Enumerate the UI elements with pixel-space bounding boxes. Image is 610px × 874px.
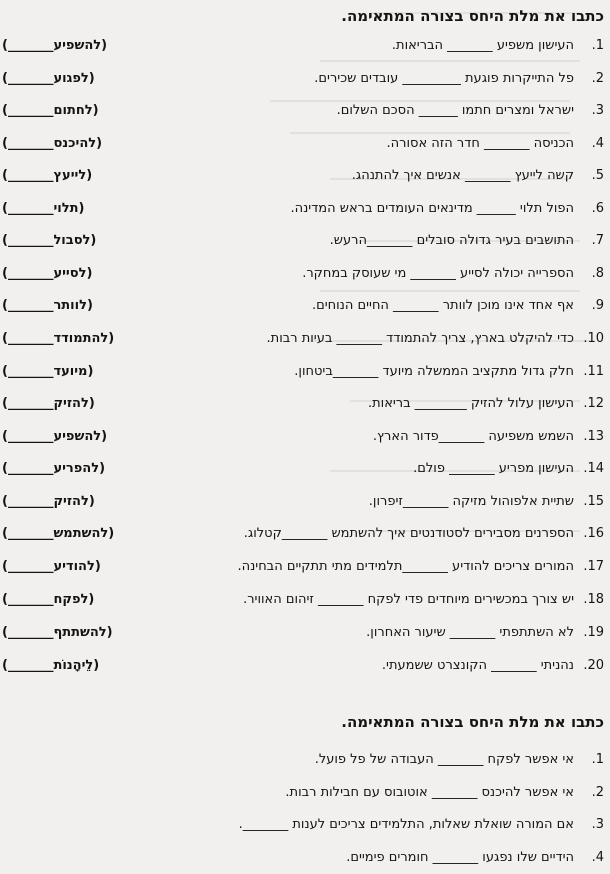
item-hint: (להתמודד_______) [2, 331, 115, 346]
exercise-row [0, 557, 610, 577]
item-sentence: הידיים שלו נפגעו _______ חומרים פימיים. [346, 850, 574, 865]
exercise-row [0, 329, 610, 349]
item-sentence: הספרנים מסבירים לסטודנטים איך להשתמש _______קטלוג. [243, 526, 574, 541]
item-sentence: אם המורה שואלת שאלות, התלמידים צריכים לענות _______. [238, 817, 574, 832]
exercise-row [0, 590, 610, 610]
exercise-row [0, 427, 610, 447]
item-sentence: חלק גדול מתקציב הממשלה מיועד _______ביטחון. [294, 364, 574, 379]
item-number: 4. [591, 850, 604, 865]
exercise-row [0, 459, 610, 479]
item-number: 17. [583, 559, 604, 574]
item-hint: (תלוי_______) [2, 201, 85, 216]
exercise-row [0, 750, 610, 770]
item-number: 3. [591, 103, 604, 118]
item-number: 14. [583, 461, 604, 476]
item-hint: (להיכנס_______) [2, 136, 103, 151]
item-number: 20. [583, 658, 604, 673]
item-hint: (להפריע_______) [2, 461, 106, 476]
item-number: 4. [591, 136, 604, 151]
exercise-row [0, 623, 610, 643]
item-number: 7. [591, 233, 604, 248]
item-number: 19. [583, 625, 604, 640]
item-sentence: העישון עלול להזיק ________ בריאות. [367, 396, 574, 411]
item-hint: (להודיע_______) [2, 559, 101, 574]
exercise-row [0, 36, 610, 56]
item-number: 18. [583, 592, 604, 607]
exercise-row [0, 656, 610, 676]
exercise-row [0, 394, 610, 414]
item-number: 9. [591, 298, 604, 313]
item-sentence: יש צורך במכשירים מיוחדים פדי לפקח _______ זיהום האוויר. [243, 592, 574, 607]
item-sentence: קשה לייעץ _______ אנשים איך להתנהג. [351, 168, 574, 183]
exercise-row [0, 783, 610, 803]
exercise-row [0, 492, 610, 512]
item-sentence: כדי להיקלט בארץ, צריך להתמודד _______ בעיות רבות. [266, 331, 574, 346]
exercise-row [0, 199, 610, 219]
item-number: 1. [591, 752, 604, 767]
item-sentence: אי אפשר לפקח _______ העבודה של פל פועל. [314, 752, 574, 767]
item-number: 15. [583, 494, 604, 509]
item-hint: (להשתמש_______) [2, 526, 115, 541]
item-number: 6. [591, 201, 604, 216]
item-sentence: אי אפשר להיכנס _______ אוטובוס עם חבילות רבות. [285, 785, 574, 800]
item-hint: (לוותר_______) [2, 298, 93, 313]
item-number: 13. [583, 429, 604, 444]
item-sentence: הכניסה _______ חדר הזה אסורה. [386, 136, 574, 151]
exercise-row [0, 101, 610, 121]
section-2-title: כתבו את מלת היחס בצורה המתאימה. [341, 713, 604, 731]
item-hint: (להשפיע_______) [2, 429, 108, 444]
item-hint: (להזיק_______) [2, 494, 95, 509]
exercise-row [0, 264, 610, 284]
item-hint: (להזיק_______) [2, 396, 95, 411]
item-sentence: התושבים בעיר גדולה סובלים _______הרעש. [329, 233, 574, 248]
item-sentence: לא השתתפתי _______ שיעור האחרון. [366, 625, 574, 640]
item-sentence: העישון משפיע _______ הבריאות. [391, 38, 574, 53]
item-sentence: פל התייקרות פוגעת _________ עובדים שכירים. [314, 71, 574, 86]
item-hint: (להשתתף_______) [2, 625, 113, 640]
item-hint: (מיועד_______) [2, 364, 94, 379]
item-hint: (לפקח_______) [2, 592, 95, 607]
item-hint: (לפגוע_______) [2, 71, 95, 86]
item-number: 3. [591, 817, 604, 832]
item-number: 11. [583, 364, 604, 379]
section-1-title: כתבו את מלת היחס בצורה המתאימה. [341, 7, 604, 25]
exercise-row [0, 362, 610, 382]
exercise-row [0, 815, 610, 835]
item-sentence: שתיית אלפוהול מזיקה _______זיפרון. [368, 494, 574, 509]
item-hint: (להשפיע_______) [2, 38, 108, 53]
item-number: 8. [591, 266, 604, 281]
item-hint: (לסייע_______) [2, 266, 93, 281]
exercise-row [0, 524, 610, 544]
item-number: 5. [591, 168, 604, 183]
exercise-row [0, 848, 610, 868]
exercise-row [0, 231, 610, 251]
item-sentence: השמש משפיעה _______פדור הארץ. [372, 429, 574, 444]
item-hint: (לֵיהָנוֹת_______) [2, 658, 100, 673]
exercise-row [0, 134, 610, 154]
item-number: 16. [583, 526, 604, 541]
item-sentence: הפול תלוי ______ מדינאים העומדים בראש המדינה. [290, 201, 574, 216]
item-number: 10. [583, 331, 604, 346]
item-hint: (לסבול_______) [2, 233, 97, 248]
item-number: 2. [591, 71, 604, 86]
item-sentence: ישראל ומצרים חתמו ______ הסכם השלום. [336, 103, 574, 118]
item-sentence: הספרייה יכולה לסייע _______ מי שעוסק במחקר. [302, 266, 574, 281]
item-sentence: אף אחד אינו מוכן לוותר _______ החיים הנוחים. [311, 298, 574, 313]
item-hint: (לייעץ_______) [2, 168, 93, 183]
item-number: 12. [583, 396, 604, 411]
exercise-row [0, 166, 610, 186]
item-number: 1. [591, 38, 604, 53]
item-number: 2. [591, 785, 604, 800]
exercise-row [0, 296, 610, 316]
item-sentence: המורים צריכים להודיע _______תלמידים מתי תתקיים הבחינה. [237, 559, 574, 574]
item-hint: (לחתום_______) [2, 103, 99, 118]
item-sentence: נהניתי _______ הקונצרט ששמעתי. [381, 658, 574, 673]
item-sentence: העישון מפריע _______ פולם. [413, 461, 574, 476]
exercise-row [0, 69, 610, 89]
